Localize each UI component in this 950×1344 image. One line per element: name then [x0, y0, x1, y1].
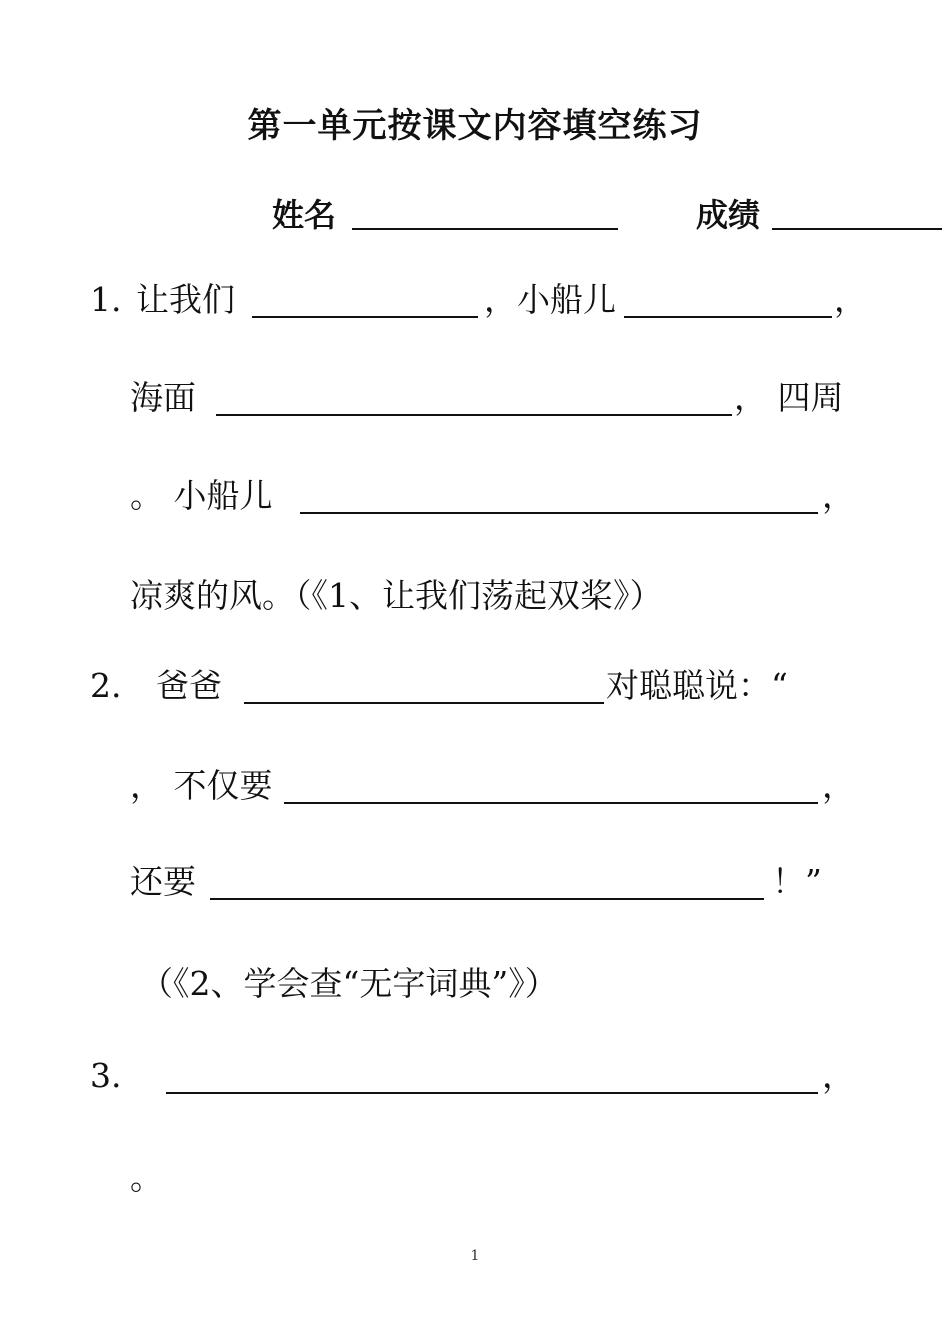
question-1-text: 让我们	[136, 280, 235, 319]
question-1-text: ， 四周	[734, 378, 844, 417]
question-3-line-1	[90, 1054, 870, 1098]
question-3-number: 3.	[90, 1056, 122, 1095]
question-2-text: 还要	[130, 862, 196, 901]
question-2-text: ， 不仅要	[130, 766, 273, 805]
question-1-source: 凉爽的风。（《1、让我们荡起双桨》）	[130, 576, 663, 615]
question-2-blank-3[interactable]	[210, 898, 764, 900]
question-1-line-1	[90, 278, 870, 322]
question-3-text: ，	[822, 1056, 855, 1095]
question-1-text: 海面	[130, 378, 196, 417]
question-1-blank-1[interactable]	[252, 316, 478, 318]
question-2-source: （《2、学会查“无字词典”》）	[140, 964, 558, 1003]
question-2-line-2	[130, 764, 870, 808]
question-2-text: ！”	[772, 862, 822, 901]
score-blank[interactable]	[772, 228, 942, 230]
name-label: 姓名	[272, 196, 337, 234]
page-number: 1	[470, 1248, 480, 1264]
question-3-blank-1[interactable]	[166, 1092, 818, 1094]
question-1-blank-3[interactable]	[216, 414, 732, 416]
question-3-line-2	[130, 1156, 870, 1200]
question-1-line-3	[130, 474, 870, 518]
student-info-row	[272, 190, 942, 234]
score-label: 成绩	[696, 196, 761, 234]
question-2-line-4	[140, 962, 870, 1006]
question-3-text: 。	[130, 1158, 163, 1197]
question-1-text: ，	[822, 476, 855, 515]
question-2-text: 对聪聪说：“	[606, 666, 788, 705]
question-2-line-1	[90, 664, 870, 708]
question-1-line-2	[130, 376, 870, 420]
name-blank[interactable]	[352, 228, 618, 230]
question-2-number: 2.	[90, 666, 122, 705]
question-1-text: 。 小船儿	[130, 476, 273, 515]
question-2-line-3	[130, 860, 870, 904]
question-1-blank-2[interactable]	[624, 316, 832, 318]
question-2-blank-2[interactable]	[284, 802, 818, 804]
page-title: 第一单元按课文内容填空练习	[247, 106, 703, 146]
question-1-text: ，	[834, 280, 867, 319]
question-1-blank-4[interactable]	[300, 512, 818, 514]
question-1-number: 1.	[90, 280, 122, 319]
question-1-line-4	[130, 574, 870, 618]
question-2-text: 爸爸	[156, 666, 222, 705]
question-2-text: ，	[822, 766, 855, 805]
question-1-text: ，小船儿	[484, 280, 616, 319]
question-2-blank-1[interactable]	[244, 702, 604, 704]
